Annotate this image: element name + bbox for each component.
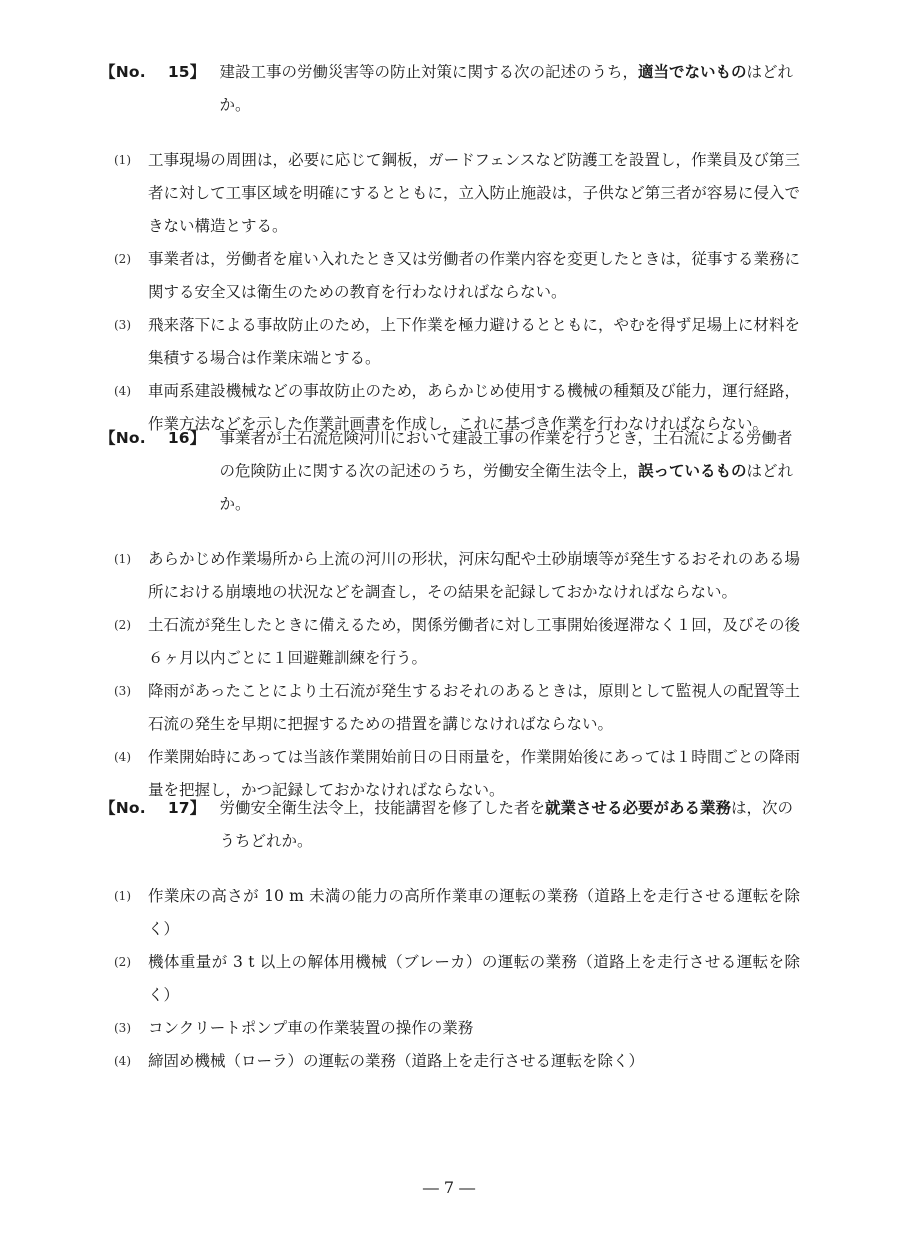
choice-text: 締固め機械（ローラ）の運転の業務（道路上を走行させる運転を除く） bbox=[148, 1052, 645, 1070]
choice-list bbox=[100, 543, 800, 807]
emphasis-text: 適当でないもの bbox=[638, 63, 747, 81]
choice-text: 作業床の高さが 10 m 未満の能力の高所作業車の運転の業務（道路上を走行させる運転を除く） bbox=[148, 887, 800, 938]
choice-text: 飛来落下による事故防止のため，上下作業を極力避けるとともに，やむを得ず足場上に材料を集積する場合は作業床端とする。 bbox=[148, 316, 800, 367]
choice-number: (3) bbox=[114, 1021, 131, 1035]
choice-number: (2) bbox=[114, 618, 131, 632]
question-header bbox=[100, 792, 800, 858]
question-16 bbox=[100, 422, 800, 807]
choice-number: (3) bbox=[114, 318, 131, 332]
question-number: 【No. 16】 bbox=[100, 429, 206, 447]
choice-number: (2) bbox=[114, 955, 131, 969]
question-header bbox=[100, 56, 800, 122]
choice-item bbox=[114, 1012, 800, 1045]
choice-number: (3) bbox=[114, 684, 131, 698]
choice-text: 車両系建設機械などの事故防止のため，あらかじめ使用する機械の種類及び能力，運行経路，作業方法などを示した作業計画書を作成し，これに基づき作業を行わなければならない。 bbox=[148, 382, 800, 433]
choice-number: (1) bbox=[114, 153, 131, 167]
emphasis-text: 誤っているもの bbox=[638, 462, 747, 480]
question-number: 【No. 17】 bbox=[100, 799, 206, 817]
choice-text: 土石流が発生したときに備えるため，関係労働者に対し工事開始後遅滞なく１回，及びその後６ヶ月以内ごとに１回避難訓練を行う。 bbox=[148, 616, 800, 667]
choice-number: (4) bbox=[114, 1054, 131, 1068]
choice-text: 降雨があったことにより土石流が発生するおそれのあるときは，原則として監視人の配置等土石流の発生を早期に把握するための措置を講じなければならない。 bbox=[148, 682, 800, 733]
question-stem: 建設工事の労働災害等の防止対策に関する次の記述のうち，適当でないものはどれか。 bbox=[219, 63, 794, 114]
choice-number: (1) bbox=[114, 889, 131, 903]
choice-list bbox=[100, 880, 800, 1078]
question-header bbox=[100, 422, 800, 521]
choice-number: (4) bbox=[114, 750, 131, 764]
choice-item bbox=[114, 1045, 800, 1078]
choice-number: (4) bbox=[114, 384, 131, 398]
choice-item bbox=[114, 609, 800, 675]
choice-item bbox=[114, 880, 800, 946]
choice-text: 事業者は，労働者を雇い入れたとき又は労働者の作業内容を変更したときは，従事する業務に関する安全又は衛生のための教育を行わなければならない。 bbox=[148, 250, 800, 301]
choice-list bbox=[100, 144, 800, 441]
choice-item bbox=[114, 675, 800, 741]
choice-text: あらかじめ作業場所から上流の河川の形状，河床勾配や土砂崩壊等が発生するおそれのある場所における崩壊地の状況などを調査し，その結果を記録しておかなければならない。 bbox=[148, 550, 800, 601]
choice-item bbox=[114, 243, 800, 309]
choice-item bbox=[114, 309, 800, 375]
choice-item bbox=[114, 543, 800, 609]
question-number: 【No. 15】 bbox=[100, 63, 206, 81]
choice-item bbox=[114, 144, 800, 243]
question-stem: 事業者が土石流危険河川において建設工事の作業を行うとき，土石流による労働者の危険防止に関する次の記述のうち，労働安全衛生法令上，誤っているものはどれか。 bbox=[219, 429, 794, 513]
question-15 bbox=[100, 56, 800, 441]
choice-text: 工事現場の周囲は，必要に応じて鋼板，ガードフェンスなど防護工を設置し，作業員及び第三者に対して工事区域を明確にするとともに，立入防止施設は，子供など第三者が容易に侵入できない構造とする。 bbox=[148, 151, 800, 235]
page-number: ― 7 ― bbox=[422, 1178, 476, 1197]
choice-number: (2) bbox=[114, 252, 131, 266]
choice-number: (1) bbox=[114, 552, 131, 566]
choice-text: 作業開始時にあっては当該作業開始前日の日雨量を，作業開始後にあっては１時間ごとの降雨量を把握し，かつ記録しておかなければならない。 bbox=[148, 748, 800, 799]
question-stem: 労働安全衛生法令上，技能講習を修了した者を就業させる必要がある業務は，次のうちどれか。 bbox=[219, 799, 794, 850]
emphasis-text: 就業させる必要がある業務 bbox=[545, 799, 732, 817]
choice-item bbox=[114, 946, 800, 1012]
choice-text: 機体重量が 3 t 以上の解体用機械（ブレーカ）の運転の業務（道路上を走行させる運転を除く） bbox=[148, 953, 800, 1004]
question-17 bbox=[100, 792, 800, 1078]
choice-text: コンクリートポンプ車の作業装置の操作の業務 bbox=[148, 1019, 474, 1037]
